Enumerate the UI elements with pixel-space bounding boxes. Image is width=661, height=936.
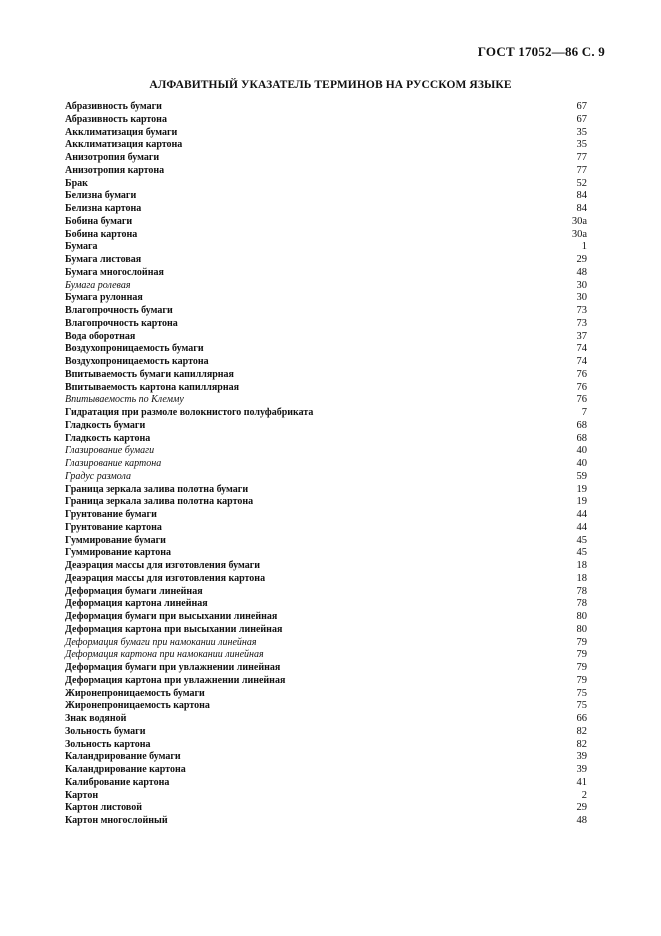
index-term: Бумага рулонная <box>65 292 143 304</box>
index-page-number: 41 <box>576 776 587 788</box>
index-entry <box>65 369 587 382</box>
index-page-number: 84 <box>576 203 587 214</box>
index-entry <box>65 165 587 178</box>
index-entry <box>65 267 587 280</box>
index-entry <box>65 343 587 356</box>
index-list <box>65 101 587 828</box>
index-page-number: 18 <box>576 560 587 571</box>
index-term: Картон <box>65 789 99 801</box>
index-page-number: 77 <box>576 164 587 176</box>
index-term: Анизотропия картона <box>65 164 165 176</box>
page-header: ГОСТ 17052—86 С. 9 <box>477 44 605 59</box>
index-page-number: 45 <box>576 534 587 546</box>
index-page-number: 66 <box>576 713 587 724</box>
index-page-number: 29 <box>576 254 587 265</box>
index-entry <box>65 751 587 764</box>
index-page-number: 67 <box>576 101 587 112</box>
index-entry <box>65 433 587 446</box>
index-term: Грунтование бумаги <box>65 509 157 520</box>
index-term: Бумага многослойная <box>65 266 164 278</box>
index-page-number: 75 <box>576 700 587 712</box>
index-entry <box>65 637 587 650</box>
index-page-number: 30а <box>571 228 587 240</box>
index-entry <box>65 331 587 344</box>
index-entry <box>65 675 587 688</box>
index-page-number: 30а <box>571 215 587 227</box>
index-title: АЛФАВИТНЫЙ УКАЗАТЕЛЬ ТЕРМИНОВ НА РУССКОМ ЯЗЫКЕ <box>149 79 512 91</box>
index-term: Воздухопроницаемость картона <box>65 356 209 367</box>
index-page-number: 2 <box>581 789 587 801</box>
index-entry <box>65 573 587 586</box>
index-term: Впитываемость бумаги капиллярная <box>65 368 234 380</box>
index-term: Деформация бумаги при высыхании линейная <box>65 611 278 622</box>
index-entry <box>65 420 587 433</box>
index-page-number: 48 <box>576 266 587 278</box>
index-entry <box>65 547 587 560</box>
index-page-number: 77 <box>576 152 587 163</box>
index-term: Деформация бумаги при увлажнении линейная <box>65 662 281 673</box>
index-entry <box>65 713 587 726</box>
index-entry <box>65 101 587 114</box>
index-entry <box>65 815 587 828</box>
index-term: Гладкость бумаги <box>65 419 146 431</box>
index-page-number: 68 <box>576 419 587 431</box>
index-page-number: 18 <box>576 572 587 584</box>
index-page-number: 79 <box>576 649 587 661</box>
index-page-number: 78 <box>576 598 587 610</box>
index-term: Воздухопроницаемость бумаги <box>65 343 204 355</box>
index-term: Калибрование картона <box>65 776 170 788</box>
index-entry <box>65 305 587 318</box>
index-entry <box>65 292 587 305</box>
index-page-number: 74 <box>576 356 587 367</box>
index-page-number: 79 <box>576 636 587 648</box>
index-entry <box>65 152 587 165</box>
index-page-number: 29 <box>576 802 587 814</box>
index-entry <box>65 127 587 140</box>
index-page-number: 44 <box>576 521 587 533</box>
index-entry <box>65 445 587 458</box>
index-entry <box>65 471 587 484</box>
index-entry <box>65 535 587 548</box>
index-page-number: 48 <box>576 815 587 826</box>
index-term: Бобина бумаги <box>65 215 133 227</box>
index-page-number: 74 <box>576 343 587 355</box>
index-entry <box>65 624 587 637</box>
index-term: Грунтование картона <box>65 521 162 533</box>
index-entry <box>65 586 587 599</box>
index-entry <box>65 777 587 790</box>
index-entry <box>65 790 587 803</box>
index-page-number: 45 <box>576 547 587 559</box>
index-term: Бумага ролевая <box>65 279 131 291</box>
index-term: Гладкость картона <box>65 432 151 444</box>
index-page-number: 40 <box>576 445 587 457</box>
index-term: Анизотропия бумаги <box>65 152 160 163</box>
index-page-number: 73 <box>576 317 587 329</box>
index-term: Белизна бумаги <box>65 190 137 202</box>
index-term: Зольность картона <box>65 738 151 750</box>
index-entry <box>65 598 587 611</box>
index-term: Гуммирование картона <box>65 547 171 559</box>
index-page-number: 76 <box>576 394 587 406</box>
index-term: Брак <box>65 177 88 189</box>
index-term: Граница зеркала залива полотна картона <box>65 496 254 508</box>
index-term: Акклиматизация картона <box>65 139 183 151</box>
index-term: Акклиматизация бумаги <box>65 126 178 138</box>
index-page-number: 76 <box>576 368 587 380</box>
index-entry <box>65 280 587 293</box>
index-entry <box>65 458 587 471</box>
index-page-number: 39 <box>576 751 587 763</box>
index-entry <box>65 484 587 497</box>
index-entry <box>65 178 587 191</box>
index-page-number: 59 <box>576 470 587 482</box>
index-entry <box>65 739 587 752</box>
index-term: Каландрирование картона <box>65 764 186 775</box>
index-term: Гидратация при размоле волокнистого полуфабриката <box>65 407 314 418</box>
index-page-number: 82 <box>576 725 587 737</box>
index-entry <box>65 662 587 675</box>
index-term: Влагопрочность картона <box>65 317 178 329</box>
index-term: Картон листовой <box>65 802 143 814</box>
index-term: Абразивность бумаги <box>65 101 162 112</box>
index-page-number: 35 <box>576 139 587 151</box>
index-page-number: 39 <box>576 764 587 775</box>
index-term: Вода оборотная <box>65 330 136 342</box>
index-term: Градус размола <box>65 470 131 482</box>
index-term: Гуммирование бумаги <box>65 534 166 546</box>
index-page-number: 80 <box>576 611 587 622</box>
index-entry <box>65 241 587 254</box>
index-term: Абразивность картона <box>65 113 167 125</box>
index-term: Деформация бумаги при намокании линейная <box>65 636 257 648</box>
index-entry <box>65 649 587 662</box>
index-entry <box>65 139 587 152</box>
index-term: Деформация картона линейная <box>65 598 208 610</box>
index-page-number: 84 <box>576 190 587 202</box>
index-term: Впитываемость картона капиллярная <box>65 381 240 393</box>
index-page-number: 30 <box>576 279 587 291</box>
index-term: Деаэрация массы для изготовления бумаги <box>65 560 261 571</box>
index-page-number: 78 <box>576 585 587 597</box>
index-term: Картон многослойный <box>65 815 168 826</box>
index-entry <box>65 407 587 420</box>
index-entry <box>65 216 587 229</box>
index-term: Каландрирование бумаги <box>65 751 181 763</box>
index-term: Жиронепроницаемость бумаги <box>65 687 205 699</box>
index-page-number: 76 <box>576 381 587 393</box>
index-term: Впитываемость по Клемму <box>65 394 184 406</box>
index-entry <box>65 190 587 203</box>
index-entry <box>65 203 587 216</box>
index-entry <box>65 394 587 407</box>
index-term: Деформация картона при намокании линейная <box>65 649 264 661</box>
index-term: Деаэрация массы для изготовления картона <box>65 572 266 584</box>
index-term: Жиронепроницаемость картона <box>65 700 210 712</box>
index-page-number: 79 <box>576 662 587 673</box>
index-term: Зольность бумаги <box>65 725 146 737</box>
index-entry <box>65 560 587 573</box>
index-entry <box>65 700 587 713</box>
index-page-number: 35 <box>576 126 587 138</box>
index-term: Знак водяной <box>65 713 127 724</box>
index-term: Деформация бумаги линейная <box>65 585 203 597</box>
index-entry <box>65 522 587 535</box>
index-page-number: 52 <box>576 177 587 189</box>
index-entry <box>65 356 587 369</box>
index-page-number: 44 <box>576 509 587 520</box>
index-page-number: 30 <box>576 292 587 304</box>
index-term: Глазирование бумаги <box>65 445 155 457</box>
index-page-number: 1 <box>581 241 587 253</box>
index-entry <box>65 318 587 331</box>
index-entry <box>65 726 587 739</box>
index-term: Деформация картона при высыхании линейная <box>65 623 283 635</box>
index-page-number: 82 <box>576 738 587 750</box>
index-entry <box>65 764 587 777</box>
index-page-number: 75 <box>576 687 587 699</box>
index-term: Деформация картона при увлажнении линейная <box>65 674 286 686</box>
index-term: Белизна картона <box>65 203 142 214</box>
index-page-number: 40 <box>576 458 587 469</box>
index-page-number: 73 <box>576 305 587 316</box>
index-entry <box>65 611 587 624</box>
index-page-number: 67 <box>576 113 587 125</box>
index-term: Граница зеркала залива полотна бумаги <box>65 483 249 495</box>
index-entry <box>65 496 587 509</box>
index-term: Влагопрочность бумаги <box>65 305 173 316</box>
index-entry <box>65 382 587 395</box>
index-entry <box>65 254 587 267</box>
index-page-number: 68 <box>576 432 587 444</box>
index-page-number: 79 <box>576 674 587 686</box>
index-entry <box>65 229 587 242</box>
index-entry <box>65 802 587 815</box>
index-page-number: 19 <box>576 483 587 495</box>
index-page-number: 80 <box>576 623 587 635</box>
index-entry <box>65 509 587 522</box>
index-page-number: 37 <box>576 330 587 342</box>
index-term: Глазирование картона <box>65 458 162 469</box>
index-page-number: 19 <box>576 496 587 508</box>
index-term: Бобина картона <box>65 228 138 240</box>
index-term: Бумага листовая <box>65 254 142 265</box>
index-page-number: 7 <box>581 407 587 418</box>
index-term: Бумага <box>65 241 98 253</box>
index-entry <box>65 688 587 701</box>
index-entry <box>65 114 587 127</box>
